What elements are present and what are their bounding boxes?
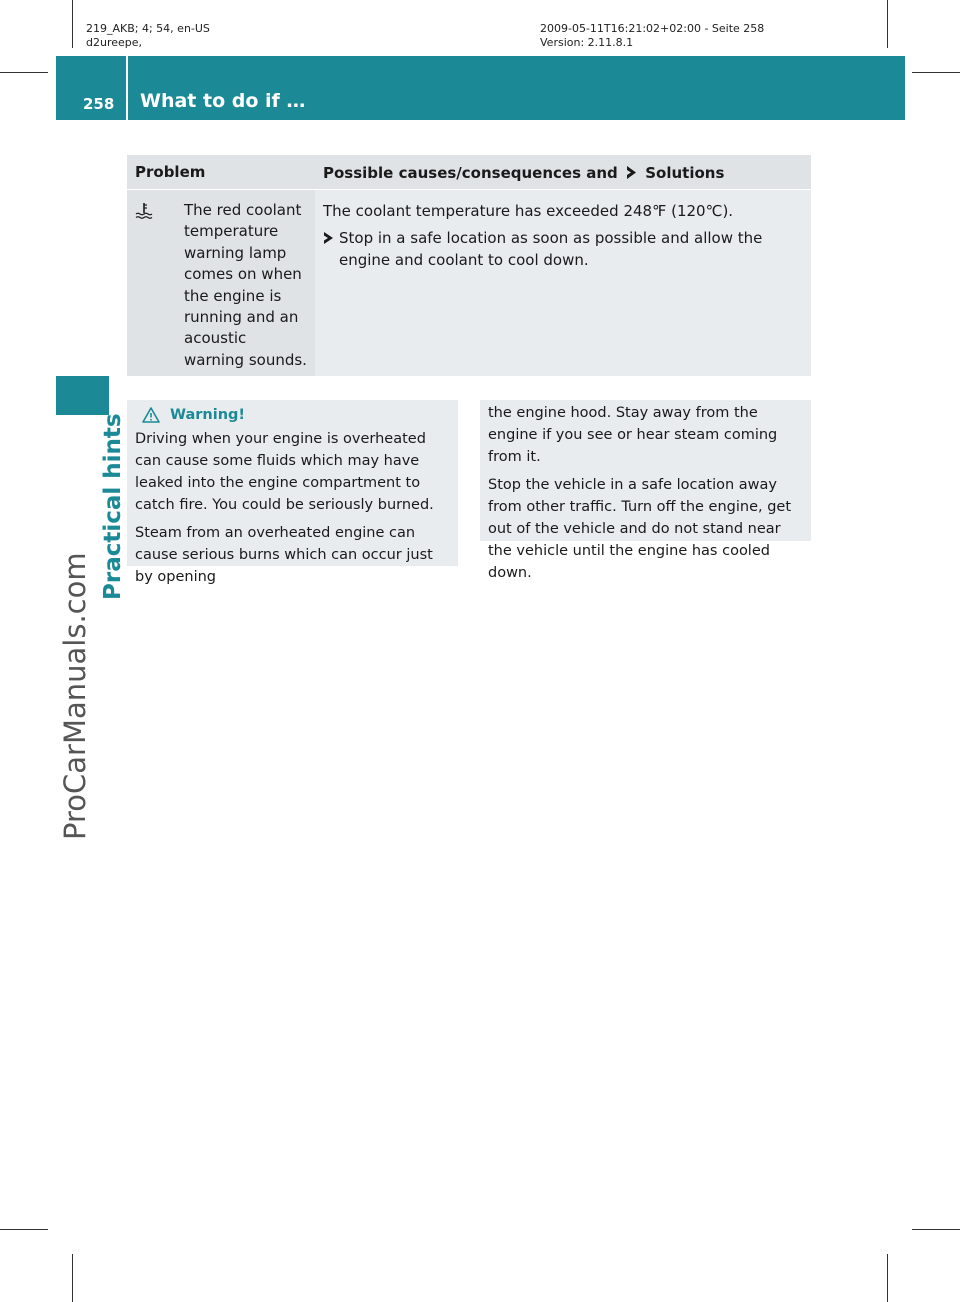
column-header-solutions-prefix: Possible causes/consequences and <box>323 164 618 182</box>
crop-mark <box>72 1254 73 1302</box>
page-title: What to do if … <box>140 90 306 112</box>
warning-box-continued <box>480 400 811 581</box>
print-meta-left-line2: d2ureepe, <box>86 36 143 49</box>
solution-text: Stop in a safe location as soon as possible and allow the engine and coolant to cool down. <box>339 229 763 269</box>
column-header-problem: Problem <box>135 163 206 181</box>
section-label: Practical hints <box>100 413 126 600</box>
warning-triangle-icon <box>142 407 160 423</box>
cause-text: The coolant temperature has exceeded 248℉ (120℃). <box>323 202 734 220</box>
crop-mark <box>887 1254 888 1302</box>
print-meta-right <box>540 22 764 50</box>
crop-mark <box>72 0 73 48</box>
warning-paragraph: the engine hood. Stay away from the engine if you see or hear steam coming from it. <box>488 405 778 465</box>
page-number: 258 <box>83 95 115 113</box>
warning-box <box>127 400 458 585</box>
crop-mark <box>912 72 960 73</box>
crop-mark <box>0 72 48 73</box>
warning-paragraph: Steam from an overheated engine can cause serious burns which can occur just by opening <box>135 525 433 585</box>
watermark: ProCarManuals.com <box>58 552 92 840</box>
table-row <box>127 190 811 376</box>
solution-cell <box>315 190 811 376</box>
warning-heading <box>142 402 450 428</box>
column-header-solutions-suffix: Solutions <box>645 164 725 182</box>
warning-title: Warning! <box>170 407 246 423</box>
print-meta-right-line2: Version: 2.11.8.1 <box>540 36 634 49</box>
print-meta-left <box>86 22 210 50</box>
warning-paragraph: Stop the vehicle in a safe location away from other traffic. Turn off the engine, get out of the vehicle and do not stand near the vehicle until the engine has cooled down. <box>488 477 792 581</box>
problem-cell <box>127 190 315 376</box>
problem-description: The red coolant temperature warning lamp comes on when the engine is running and an acoustic warning sounds. <box>184 201 307 369</box>
solution-arrow-icon <box>626 166 637 179</box>
crop-mark <box>912 1229 960 1230</box>
problem-table <box>127 155 811 376</box>
crop-mark <box>0 1229 48 1230</box>
column-header-solutions <box>315 155 811 189</box>
warning-paragraph: Driving when your engine is overheated can cause some fluids which may have leaked into the engine compartment to catch fire. You could be seriously burned. <box>135 431 434 513</box>
page-header <box>56 56 905 120</box>
solution-arrow-icon <box>323 232 335 244</box>
crop-mark <box>887 0 888 48</box>
print-meta-right-line1: 2009-05-11T16:21:02+02:00 - Seite 258 <box>540 22 765 35</box>
table-header-row <box>127 155 811 189</box>
header-divider <box>126 56 128 120</box>
coolant-temperature-icon <box>135 202 153 220</box>
solution-step <box>323 227 803 271</box>
print-meta-left-line1: 219_AKB; 4; 54, en-US <box>86 22 210 35</box>
